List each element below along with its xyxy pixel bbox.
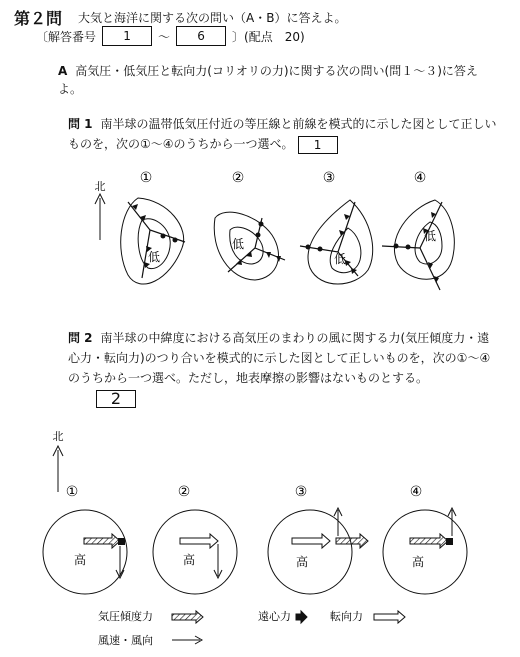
q1-diagram-3-low: 低 xyxy=(334,252,347,266)
question-2-answer-line xyxy=(92,388,136,408)
q2-option-4-label: ④ xyxy=(409,484,423,500)
q2-diagram-1 xyxy=(43,510,127,594)
q2-option-2-label: ② xyxy=(177,484,191,500)
answer-row-prefix: 〔解答番号 xyxy=(36,29,97,44)
legend-coriolis-label: 転向力 xyxy=(330,610,363,623)
q1-option-2-label: ② xyxy=(231,170,245,186)
q1-north-label: 北 xyxy=(94,180,106,193)
q1-diagram-1-low: 低 xyxy=(148,250,161,264)
q1-diagram-1 xyxy=(121,198,185,284)
answer-box-last: 6 xyxy=(176,26,226,46)
question-1 xyxy=(68,114,498,154)
answer-box-first: 1 xyxy=(102,26,152,46)
legend-pressure-gradient-label: 気圧傾度力 xyxy=(98,610,153,623)
q1-option-3-label: ③ xyxy=(322,170,336,186)
q1-diagram-2 xyxy=(214,212,285,280)
q2-north-label: 北 xyxy=(52,430,64,443)
answer-row-tilde: ～ xyxy=(158,29,171,44)
legend-coriolis-symbol xyxy=(374,611,405,623)
q2-diagram-3 xyxy=(268,508,368,594)
q1-option-4-label: ④ xyxy=(413,170,427,186)
legend-centrifugal-symbol xyxy=(296,611,307,623)
q2-diagram-1-high: 高 xyxy=(74,553,87,567)
q2-legend xyxy=(98,609,405,647)
question-2-label: 問 2 xyxy=(68,331,93,345)
q2-figure xyxy=(0,420,520,657)
q2-diagram-4-high: 高 xyxy=(412,555,425,569)
question-1-label: 問 1 xyxy=(68,117,93,131)
legend-pressure-gradient-symbol xyxy=(172,611,203,623)
question-2-answer-box: 2 xyxy=(96,390,136,408)
section-a xyxy=(58,62,498,98)
answer-row-suffix: 〕(配点 20) xyxy=(232,29,305,44)
problem-instruction: 大気と海洋に関する次の問い（A・B）に答えよ。 xyxy=(78,11,347,25)
q1-diagram-4 xyxy=(382,200,454,290)
answer-number-row xyxy=(36,26,305,46)
q2-diagram-3-high: 高 xyxy=(296,555,309,569)
q2-option-3-label: ③ xyxy=(294,484,308,500)
legend-centrifugal-label: 遠心力 xyxy=(258,610,291,623)
q2-option-1-label: ① xyxy=(65,484,79,500)
section-a-label: A xyxy=(58,64,68,78)
q1-diagram-2-low: 低 xyxy=(232,237,245,251)
q2-diagram-2-high: 高 xyxy=(183,553,196,567)
question-1-answer-box: 1 xyxy=(298,136,338,154)
q2-diagram-2 xyxy=(153,510,237,594)
q2-diagram-4 xyxy=(383,508,467,594)
q1-option-1-label: ① xyxy=(139,170,153,186)
q1-figure xyxy=(0,160,520,320)
problem-number: 第２問 xyxy=(14,9,63,28)
q1-diagram-3 xyxy=(300,200,373,284)
question-2-text: 南半球の中緯度における高気圧のまわりの風に関する力(気圧傾度力・遠心力・転向力)のつり合いを模式的に示した図として正しいものを，次の①～④のうちから一つ選べ。ただし，地表摩擦の影響はないものとする。 xyxy=(68,331,491,385)
question-2 xyxy=(68,328,498,388)
question-1-text: 南半球の温帯低気圧付近の等圧線と前線を模式的に示した図として正しいものを，次の①～④のうちから一つ選べ。 xyxy=(68,117,497,151)
section-a-text: 高気圧・低気圧と転向力(コリオリの力)に関する次の問い(問１～３)に答えよ。 xyxy=(58,64,478,96)
legend-wind-label: 風速・風向 xyxy=(98,634,153,647)
q1-diagram-4-low: 低 xyxy=(424,229,437,243)
